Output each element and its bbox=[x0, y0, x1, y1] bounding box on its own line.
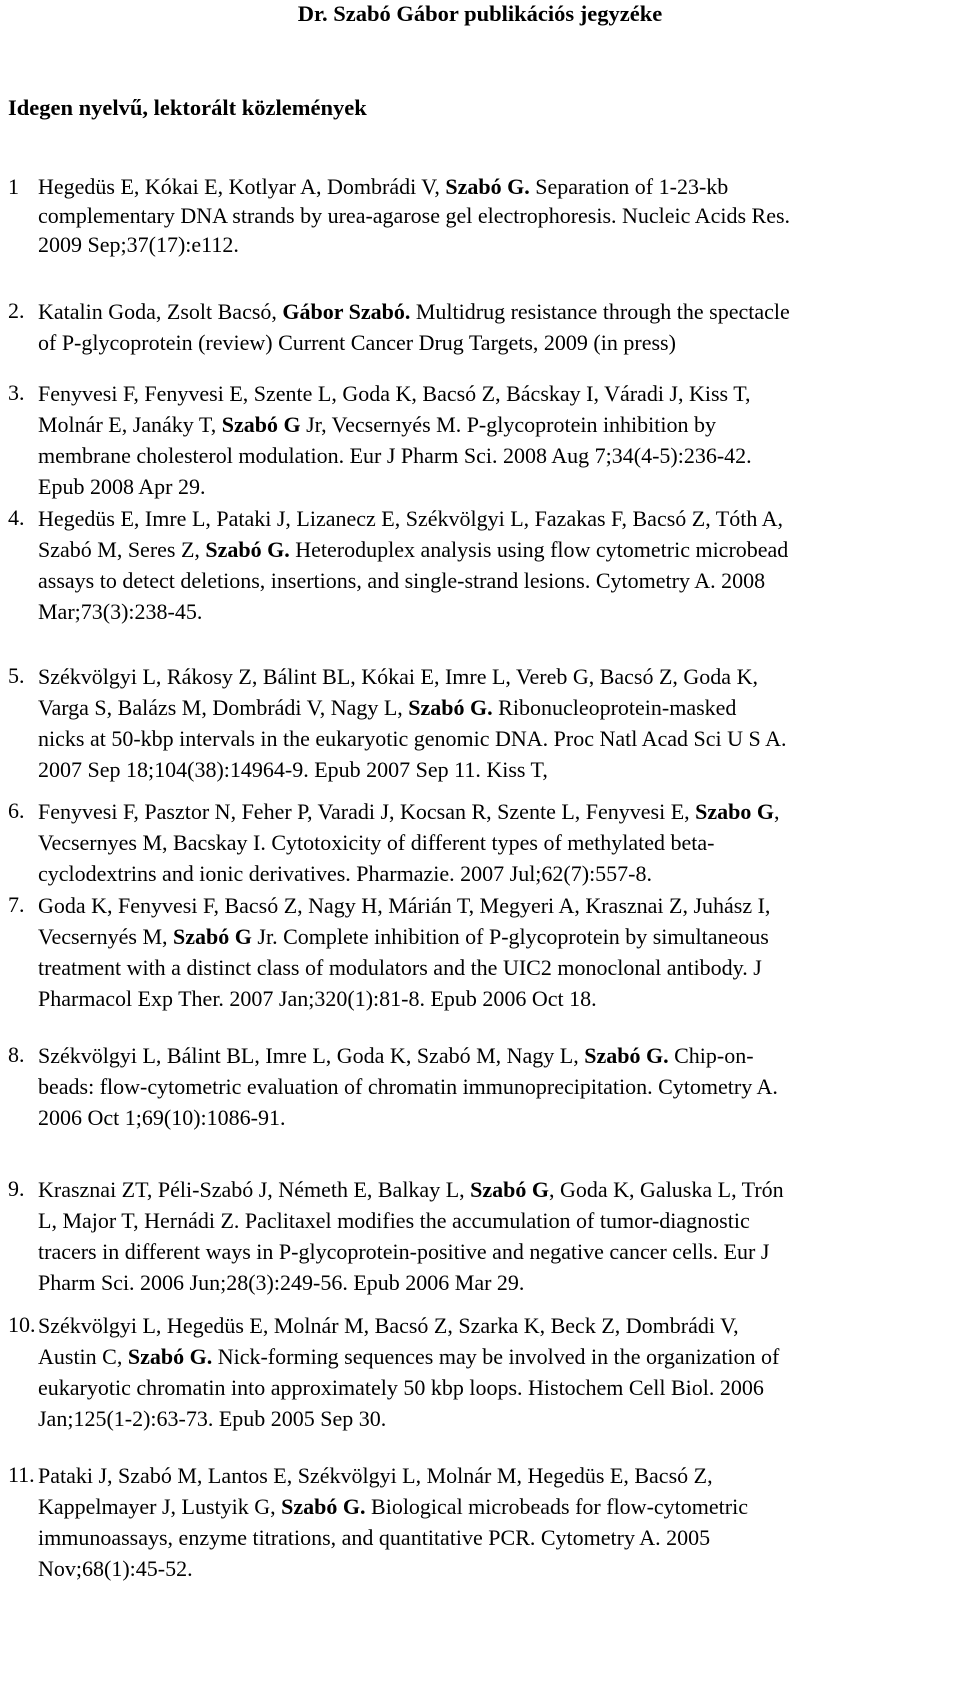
publication-number: 10. bbox=[8, 1312, 36, 1337]
author-highlight: Szabó G. bbox=[584, 1043, 669, 1068]
citation-line bbox=[38, 1174, 956, 1205]
citation-text: Nick-forming sequences may be involved in the organization of bbox=[212, 1344, 780, 1369]
citation-line bbox=[38, 327, 956, 358]
citation-text: Székvölgyi L, Hegedüs E, Molnár M, Bacsó Z, Szarka K, Beck Z, Dombrádi V, bbox=[38, 1313, 739, 1338]
publication-citation bbox=[38, 172, 956, 259]
citation-line bbox=[38, 952, 956, 983]
citation-text: Chip-on- bbox=[668, 1043, 754, 1068]
publication-number: 11. bbox=[8, 1462, 35, 1487]
citation-line bbox=[38, 1102, 956, 1133]
citation-text: Jr. Complete inhibition of P-glycoprotein by simultaneous bbox=[251, 924, 769, 949]
publication-number: 1 bbox=[8, 174, 19, 199]
citation-text: Ribonucleoprotein-masked bbox=[492, 695, 737, 720]
publication-number: 9. bbox=[8, 1176, 25, 1201]
publication-citation bbox=[38, 503, 956, 627]
publication-citation bbox=[38, 661, 956, 785]
citation-line bbox=[38, 827, 956, 858]
citation-text: Separation of 1-23-kb bbox=[529, 174, 729, 199]
citation-line bbox=[38, 1310, 956, 1341]
citation-text: Epub 2008 Apr 29. bbox=[38, 474, 206, 499]
citation-text: eukaryotic chromatin into approximately 50 kbp loops. Histochem Cell Biol. 2006 bbox=[38, 1375, 764, 1400]
citation-text: Multidrug resistance through the spectacle bbox=[410, 299, 790, 324]
citation-text: Jr, Vecsernyés M. P-glycoprotein inhibition by bbox=[300, 412, 717, 437]
author-highlight: Szabó G. bbox=[205, 537, 290, 562]
author-highlight: Szabó G. bbox=[408, 695, 493, 720]
publication-number: 3. bbox=[8, 380, 25, 405]
citation-text: treatment with a distinct class of modulators and the UIC2 monoclonal antibody. J bbox=[38, 955, 762, 980]
publication-citation bbox=[38, 1174, 956, 1298]
citation-line bbox=[38, 596, 956, 627]
publication-citation bbox=[38, 378, 956, 502]
citation-line bbox=[38, 754, 956, 785]
citation-line bbox=[38, 1553, 956, 1584]
citation-line bbox=[38, 1205, 956, 1236]
citation-text: cyclodextrins and ionic derivatives. Pharmazie. 2007 Jul;62(7):557-8. bbox=[38, 861, 653, 886]
citation-line bbox=[38, 503, 956, 534]
citation-text: 2006 Oct 1;69(10):1086-91. bbox=[38, 1105, 286, 1130]
citation-line bbox=[38, 534, 956, 565]
citation-text: Krasznai ZT, Péli-Szabó J, Németh E, Balkay L, bbox=[38, 1177, 471, 1202]
citation-line bbox=[38, 230, 956, 259]
citation-text: immunoassays, enzyme titrations, and quantitative PCR. Cytometry A. 2005 bbox=[38, 1525, 711, 1550]
citation-text: Heteroduplex analysis using flow cytometric microbead bbox=[289, 537, 789, 562]
citation-text: beads: flow-cytometric evaluation of chromatin immunoprecipitation. Cytometry A. bbox=[38, 1074, 778, 1099]
citation-line bbox=[38, 1460, 956, 1491]
citation-text: nicks at 50-kbp intervals in the eukaryotic genomic DNA. Proc Natl Acad Sci U S A. bbox=[38, 726, 787, 751]
author-highlight: Szabó G bbox=[173, 924, 252, 949]
citation-line bbox=[38, 201, 956, 230]
citation-text: Hegedüs E, Imre L, Pataki J, Lizanecz E, Székvölgyi L, Fazakas F, Bacsó Z, Tóth A, bbox=[38, 506, 784, 531]
citation-text: tracers in different ways in P-glycoprotein-positive and negative cancer cells. Eur J bbox=[38, 1239, 770, 1264]
citation-line bbox=[38, 890, 956, 921]
citation-line bbox=[38, 921, 956, 952]
citation-text: membrane cholesterol modulation. Eur J Pharm Sci. 2008 Aug 7;34(4-5):236-42. bbox=[38, 443, 752, 468]
publication-number: 6. bbox=[8, 798, 25, 823]
citation-text: 2009 Sep;37(17):e112. bbox=[38, 232, 239, 257]
citation-text: Mar;73(3):238-45. bbox=[38, 599, 203, 624]
citation-text: 2007 Sep 18;104(38):14964-9. Epub 2007 Sep 11. Kiss T, bbox=[38, 757, 548, 782]
citation-line bbox=[38, 565, 956, 596]
citation-text: Katalin Goda, Zsolt Bacsó, bbox=[38, 299, 283, 324]
citation-text: Pharm Sci. 2006 Jun;28(3):249-56. Epub 2006 Mar 29. bbox=[38, 1270, 525, 1295]
author-highlight: Szabó G bbox=[470, 1177, 549, 1202]
citation-text: L, Major T, Hernádi Z. Paclitaxel modifies the accumulation of tumor-diagnostic bbox=[38, 1208, 750, 1233]
citation-text: Kappelmayer J, Lustyik G, bbox=[38, 1494, 282, 1519]
citation-line bbox=[38, 1040, 956, 1071]
citation-line bbox=[38, 1267, 956, 1298]
citation-line bbox=[38, 378, 956, 409]
citation-line bbox=[38, 1341, 956, 1372]
publication-citation bbox=[38, 890, 956, 1014]
document-title: Dr. Szabó Gábor publikációs jegyzéke bbox=[297, 1, 663, 26]
citation-line bbox=[38, 1522, 956, 1553]
publication-citation bbox=[38, 296, 956, 358]
citation-text: assays to detect deletions, insertions, and single-strand lesions. Cytometry A. 2008 bbox=[38, 568, 766, 593]
author-highlight: Szabó G. bbox=[281, 1494, 366, 1519]
publication-number: 5. bbox=[8, 663, 25, 688]
citation-line bbox=[38, 1236, 956, 1267]
citation-text: Fenyvesi F, Fenyvesi E, Szente L, Goda K, Bacsó Z, Bácskay I, Váradi J, Kiss T, bbox=[38, 381, 751, 406]
author-highlight: Szabó G. bbox=[127, 1344, 213, 1369]
citation-text: Vecsernyés M, bbox=[38, 924, 174, 949]
citation-line bbox=[38, 983, 956, 1014]
citation-text: complementary DNA strands by urea-agarose gel electrophoresis. Nucleic Acids Res. bbox=[38, 203, 791, 228]
citation-line bbox=[38, 1491, 956, 1522]
publication-number: 7. bbox=[8, 892, 25, 917]
citation-line bbox=[38, 409, 956, 440]
publication-citation bbox=[38, 1040, 956, 1133]
citation-line bbox=[38, 172, 956, 201]
citation-text: Austin C, bbox=[38, 1344, 128, 1369]
publication-citation bbox=[38, 1460, 956, 1584]
author-highlight: Szabó G. bbox=[445, 174, 530, 199]
citation-text: Fenyvesi F, Pasztor N, Feher P, Varadi J, Kocsan R, Szente L, Fenyvesi E, bbox=[38, 799, 696, 824]
citation-line bbox=[38, 796, 956, 827]
citation-text: Hegedüs E, Kókai E, Kotlyar A, Dombrádi V, bbox=[38, 174, 446, 199]
citation-text: Varga S, Balázs M, Dombrádi V, Nagy L, bbox=[38, 695, 409, 720]
citation-line bbox=[38, 1071, 956, 1102]
publication-number: 2. bbox=[8, 298, 25, 323]
citation-text: of P-glycoprotein (review) Current Cancer Drug Targets, 2009 (in press) bbox=[38, 330, 676, 355]
citation-line bbox=[38, 1403, 956, 1434]
citation-text: Goda K, Fenyvesi F, Bacsó Z, Nagy H, Márián T, Megyeri A, Krasznai Z, Juhász I, bbox=[38, 893, 771, 918]
citation-text: Biological microbeads for flow-cytometric bbox=[365, 1494, 748, 1519]
citation-text: Szabó M, Seres Z, bbox=[38, 537, 206, 562]
citation-text: Nov;68(1):45-52. bbox=[38, 1556, 193, 1581]
citation-line bbox=[38, 723, 956, 754]
citation-text: Molnár E, Janáky T, bbox=[38, 412, 222, 437]
publication-citation bbox=[38, 1310, 956, 1434]
citation-line bbox=[38, 692, 956, 723]
citation-line bbox=[38, 661, 956, 692]
citation-text: Székvölgyi L, Rákosy Z, Bálint BL, Kókai E, Imre L, Vereb G, Bacsó Z, Goda K, bbox=[38, 664, 758, 689]
citation-text: , bbox=[774, 799, 780, 824]
citation-text: Pataki J, Szabó M, Lantos E, Székvölgyi L, Molnár M, Hegedüs E, Bacsó Z, bbox=[38, 1463, 713, 1488]
citation-line bbox=[38, 858, 956, 889]
citation-text: , Goda K, Galuska L, Trón bbox=[549, 1177, 784, 1202]
author-highlight: Gábor Szabó. bbox=[282, 299, 411, 324]
publication-number: 8. bbox=[8, 1042, 25, 1067]
citation-text: Jan;125(1-2):63-73. Epub 2005 Sep 30. bbox=[38, 1406, 387, 1431]
author-highlight: Szabo G bbox=[695, 799, 775, 824]
citation-text: Székvölgyi L, Bálint BL, Imre L, Goda K, Szabó M, Nagy L, bbox=[38, 1043, 585, 1068]
citation-line bbox=[38, 471, 956, 502]
section-heading: Idegen nyelvű, lektorált közlemények bbox=[8, 95, 367, 120]
author-highlight: Szabó G bbox=[221, 412, 301, 437]
citation-line bbox=[38, 296, 956, 327]
citation-line bbox=[38, 1372, 956, 1403]
citation-line bbox=[38, 440, 956, 471]
publication-citation bbox=[38, 796, 956, 889]
citation-text: Vecsernyes M, Bacskay I. Cytotoxicity of different types of methylated beta- bbox=[38, 830, 715, 855]
publication-number: 4. bbox=[8, 505, 25, 530]
citation-text: Pharmacol Exp Ther. 2007 Jan;320(1):81-8. Epub 2006 Oct 18. bbox=[38, 986, 597, 1011]
